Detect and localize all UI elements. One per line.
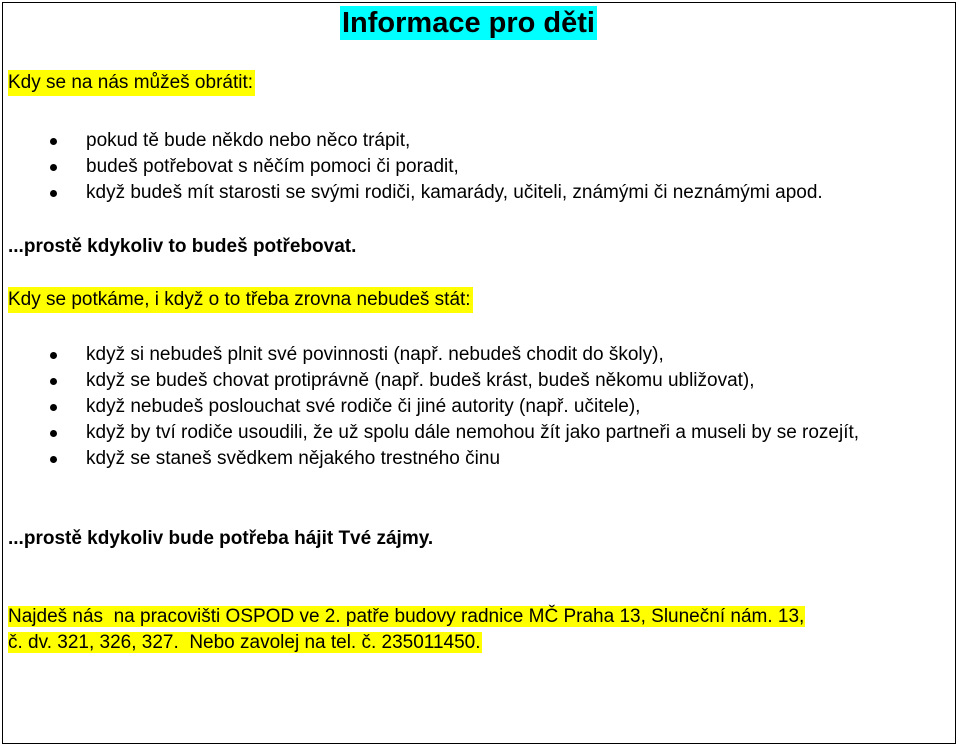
bullet-icon <box>50 190 57 197</box>
bullet-icon <box>50 138 57 145</box>
list-item: pokud tě bude někdo nebo něco trápit, <box>0 128 906 154</box>
section1-closing: ...prostě kdykoliv to budeš potřebovat. <box>8 236 357 257</box>
section2-heading: Kdy se potkáme, i když o to třeba zrovna nebudeš stát: <box>8 287 473 313</box>
list-item: když si nebudeš plnit své povinnosti (např. nebudeš chodit do školy), <box>0 342 906 368</box>
section1-heading: Kdy se na nás můžeš obrátit: <box>8 70 255 96</box>
bullet-icon <box>50 404 57 411</box>
bullet-icon <box>50 352 57 359</box>
contact-info <box>8 604 918 656</box>
list-item: budeš potřebovat s něčím pomoci či poradit, <box>0 154 906 180</box>
section2-closing: ...prostě kdykoliv bude potřeba hájit Tvé zájmy. <box>8 528 434 549</box>
bullet-icon <box>50 430 57 437</box>
contact-line-1: Najdeš nás na pracovišti OSPOD ve 2. patře budovy radnice MČ Praha 13, Sluneční nám. 13, <box>8 606 805 627</box>
section1-list <box>0 128 906 206</box>
contact-line-2: č. dv. 321, 326, 327. Nebo zavolej na tel. č. 235011450. <box>8 632 481 653</box>
list-item: když nebudeš poslouchat své rodiče či jiné autority (např. učitele), <box>0 394 906 420</box>
bullet-icon <box>50 164 57 171</box>
page-title: Informace pro děti <box>342 7 595 39</box>
list-item: když by tví rodiče usoudili, že už spolu dále nemohou žít jako partneři a museli by se rozejít, <box>0 420 896 446</box>
section2-list <box>0 342 906 472</box>
bullet-icon <box>50 378 57 385</box>
bullet-icon <box>50 456 57 463</box>
list-item: když budeš mít starosti se svými rodiči, kamarády, učiteli, známými či neznámými apod. <box>0 180 906 206</box>
list-item: když se staneš svědkem nějakého trestného činu <box>0 446 906 472</box>
list-item: když se budeš chovat protiprávně (např. budeš krást, budeš někomu ubližovat), <box>0 368 906 394</box>
